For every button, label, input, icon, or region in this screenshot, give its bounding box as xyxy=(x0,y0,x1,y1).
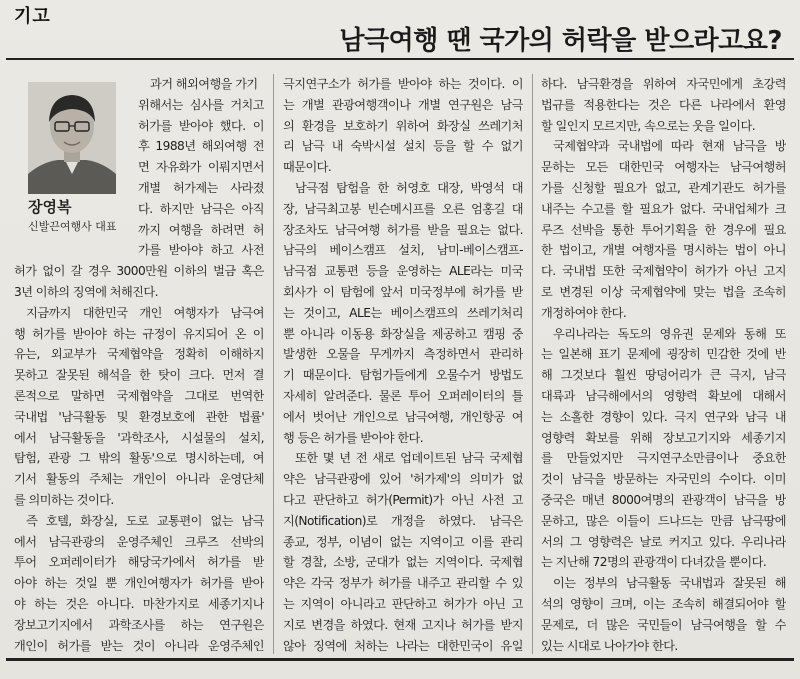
text-line: 의 환경을 보호하기 위하여 화장실 쓰레기처 xyxy=(283,118,523,133)
text-line: 법규를 적용한다는 것은 다른 나라에서 환영 xyxy=(541,97,786,112)
column-divider xyxy=(273,74,274,654)
text-line: 아야 하는 것일 뿐 개인여행자가 허가를 받아 xyxy=(14,576,264,591)
text-line: 루즈 선박을 통한 투어기획을 한 경우에 필요 xyxy=(541,222,786,237)
text-line: 석의 영향이 크며, 이는 조속히 해결되어야 할 xyxy=(541,596,786,611)
column-divider xyxy=(532,74,533,654)
text-line: 다. 국내법 또한 국제협약이 허가가 아닌 고지 xyxy=(541,264,786,279)
text-line: 것이 남극을 방문하는 자국민의 수이다. 이미 xyxy=(541,472,786,487)
headline-rule xyxy=(6,58,794,60)
article-column-2 xyxy=(283,74,523,656)
text-line: 까지 여행을 하려면 허 xyxy=(138,222,264,237)
section-label: 기고 xyxy=(14,6,51,27)
text-line: 있는 시대로 나아가야 한다. xyxy=(541,638,678,653)
text-line: 는 소홀한 경향이 있다. 극지 연구와 남극 내 xyxy=(541,409,786,424)
text-line: 과거 해외여행을 가기 xyxy=(150,77,258,91)
text-line: 유는, 외교부가 국제협약을 정확히 이해하지 xyxy=(14,347,264,362)
text-line: 해 그것보다 훨씬 땅덩어리가 큰 극지, 남극 xyxy=(541,368,786,383)
text-line: 대륙과 남극해에서의 영향력 확보에 대해서 xyxy=(541,388,786,403)
text-line: 못하고 잘못된 해석을 한 탓이 크다. 먼저 결 xyxy=(14,368,264,383)
text-line: 발생한 오물을 무게까지 측정하면서 관리하 xyxy=(283,347,523,362)
text-line: 뿐 아니라 이동용 화장실을 제공하고 캠핑 중 xyxy=(283,326,523,341)
text-line: 에서 남극활동을 '과학조사, 시설물의 설치, xyxy=(14,430,264,445)
text-line: 서의 그 영향력은 날로 커지고 있다. 우리나라 xyxy=(541,534,786,549)
text-line: 한 법이고, 개별 여행자를 명시하는 법이 아니 xyxy=(541,243,786,258)
text-line: 허가를 받아야 했다. 이 xyxy=(138,118,264,133)
text-line: 우리나라는 독도의 영유권 문제와 동해 또 xyxy=(553,326,786,341)
author-title: 신발끈여행사 대표 xyxy=(28,220,117,233)
headline: 남극여행 땐 국가의 허락을 받으라고요? xyxy=(339,26,782,56)
text-line: 는 지역이 아니라고 판단하고 허가가 아닌 고 xyxy=(283,596,523,611)
text-line: 에서 벗어난 개인으로 남극여행, 개인항공 여 xyxy=(283,409,523,424)
text-line: 는 지난해 72명의 관광객이 다녀갔을 뿐이다. xyxy=(541,555,767,570)
text-line: 다고 판단하고 허가(Permit)가 아닌 사전 고 xyxy=(283,492,523,507)
text-line: 자세히 알려준다. 물론 투어 오퍼레이터의 틀 xyxy=(283,388,523,403)
text-line: 회사가 이 탐험에 앞서 미국정부에 허가를 받 xyxy=(283,284,523,299)
text-line: 는 것이고, ALE는 베이스캠프의 쓰레기처리 xyxy=(283,305,523,320)
bottom-rule xyxy=(6,658,794,661)
text-line: 위해서는 심사를 거치고 xyxy=(138,97,264,112)
text-line: 약은 각국 정부가 허가를 내주고 관리할 수 있 xyxy=(283,576,523,591)
text-line: 종교, 정부, 이념이 없는 지역이고 이를 관리 xyxy=(283,534,523,549)
text-line: 를 의미하는 것이다. xyxy=(14,492,114,507)
text-line: 국제협약과 국내법에 따라 현재 남극을 방 xyxy=(553,139,786,154)
text-line: 론적으로 말하면 국제협약을 그대로 번역한 xyxy=(14,388,264,403)
text-line: 가를 신청할 필요가 없고, 관계기관도 허가를 xyxy=(541,180,786,195)
text-line: 는 개별 관광여행객이나 개별 연구원은 남극 xyxy=(283,97,523,112)
text-line: 리 남극 내 숙박시설 설치 등을 할 수 없기 xyxy=(283,139,523,154)
text-line: 장보고기지에서 과학조사를 하는 연구원은 xyxy=(14,617,264,632)
text-line: 기 때문이다. 탐험가들에게 오물수거 방법도 xyxy=(283,368,523,383)
text-line: 남극점 탐험을 한 허영호 대장, 박영석 대 xyxy=(295,180,523,195)
text-line: 탐험, 관광 그 밖의 활동'으로 명시하는데, 여 xyxy=(14,451,264,466)
article-column-1 xyxy=(14,74,264,656)
article-column-3 xyxy=(541,74,786,656)
text-line: 를 만들었지만 극지연구소만큼이나 중요한 xyxy=(541,451,786,466)
text-line: 또한 몇 년 전 새로 업데이트된 남극 국제협 xyxy=(295,451,523,466)
text-line: 로 변경된 이상 국제협약에 맞는 법을 조속히 xyxy=(541,284,786,299)
text-line: 남극점 교통편 등을 운영하는 ALE라는 미국 xyxy=(283,264,523,279)
text-line: 즉 호텔, 화장실, 도로 교통편이 없는 남극 xyxy=(26,513,264,528)
text-line: 문제로, 더 많은 국민들이 남극여행을 할 수 xyxy=(541,617,786,632)
text-line: 하다. 남극환경을 위하여 자국민에게 초강력 xyxy=(541,77,786,91)
text-line: 장, 남극최고봉 빈슨메시프를 오른 엄홍길 대 xyxy=(283,201,523,216)
text-line: 투어 오퍼레이터가 해당국가에서 허가를 받 xyxy=(14,555,264,570)
text-line: 허가 없이 갈 경우 3000만원 이하의 벌금 혹은 xyxy=(14,264,264,279)
author-name: 장영복 xyxy=(28,198,72,216)
text-line: 이는 정부의 남극활동 국내법과 잘못된 해 xyxy=(553,576,786,591)
text-line: 야 하는 것은 아니다. 마찬가지로 세종기지나 xyxy=(14,596,264,611)
text-line: 개인이 허가를 받는 것이 아니라 운영주체인 xyxy=(14,638,264,653)
text-line: 내주는 수고를 할 필요가 없다. 국내업체가 크 xyxy=(541,201,786,216)
text-line: 지로 변경을 하였다. 현재 고지나 허가를 받지 xyxy=(283,617,523,632)
text-line: 개별 허가제는 사라졌 xyxy=(138,180,264,195)
text-line: 개정하여야 한다. xyxy=(541,305,627,320)
text-line: 지금까지 대한민국 개인 여행자가 남극여 xyxy=(26,305,264,320)
text-line: 약은 남극관광에 있어 '허가제'의 의미가 없 xyxy=(283,472,523,487)
text-line: 가를 받아야 하고 사전 xyxy=(138,243,264,258)
text-line: 남극의 베이스캠프 설치, 남미-베이스캠프- xyxy=(283,243,523,258)
text-line: 문하고, 많은 이들이 드나드는 만큼 남극땅에 xyxy=(541,513,786,528)
text-line: 기서 활동의 주체는 개인이 아니라 운영단체 xyxy=(14,472,264,487)
text-line: 후 1988년 해외여행 전 xyxy=(138,139,264,154)
text-line: 할 경찰, 소방, 군대가 없는 지역이다. 국제협 xyxy=(283,555,523,570)
text-line: 에서 남극관광의 운영주체인 크루즈 선박의 xyxy=(14,534,264,549)
text-line: 중국은 매년 8000여명의 관광객이 남극을 방 xyxy=(541,492,786,507)
text-line: 때문이다. xyxy=(283,160,332,175)
text-line: 극지연구소가 허가를 받아야 하는 것이다. 이 xyxy=(283,77,523,91)
text-line: 3년 이하의 징역에 처해진다. xyxy=(14,284,158,299)
text-line: 면 자유화가 이뤄지면서 xyxy=(138,160,264,175)
text-line: 할 일인지 모르지만, 속으로는 웃을 일이다. xyxy=(541,118,756,133)
text-line: 않아 징역에 처하는 나라는 대한민국이 유일 xyxy=(283,638,523,653)
text-line: 다. 하지만 남극은 아직 xyxy=(138,201,264,216)
text-line: 행 등은 허가를 받아야 한다. xyxy=(283,430,424,445)
text-line: 는 일본해 표기 문제에 굉장히 민감한 것에 반 xyxy=(541,347,786,362)
text-line: 영향력 확보를 위해 장보고기지와 세종기지 xyxy=(541,430,786,445)
text-line: 문하는 모든 대한민국 여행자는 남극여행허 xyxy=(541,160,786,175)
text-line: 장조차도 남극여행 허가를 받을 필요는 없다. xyxy=(283,222,523,237)
text-line: 지(Notification)로 개정을 하였다. 남극은 xyxy=(283,513,523,528)
text-line: 행 허가를 받아야 하는 규정이 유지되어 온 이 xyxy=(14,326,264,341)
text-line: 국내법 '남극활동 및 환경보호에 관한 법률' xyxy=(14,409,264,424)
